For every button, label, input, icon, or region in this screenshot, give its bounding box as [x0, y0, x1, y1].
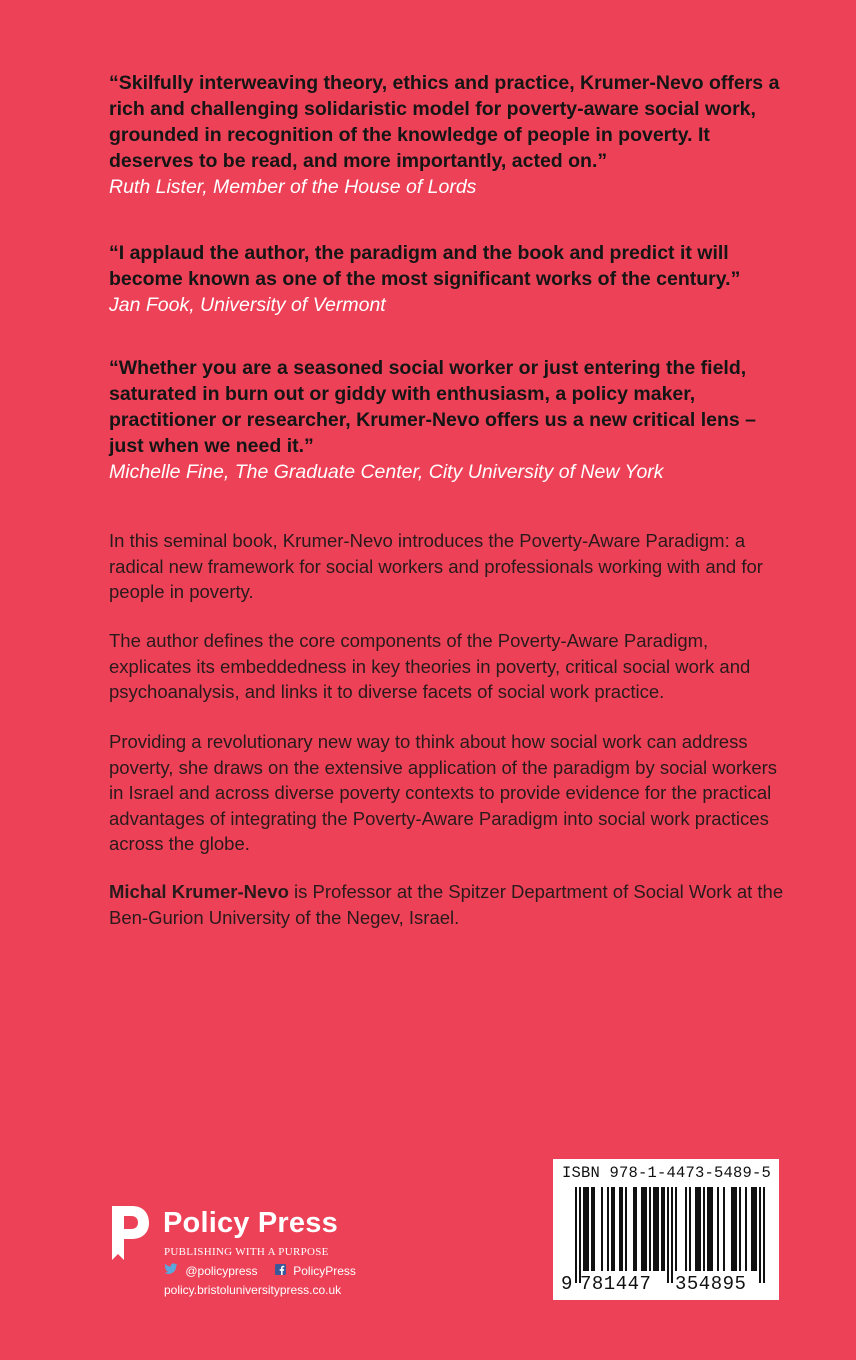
barcode-bar [657, 1187, 659, 1271]
author-name: Michal Krumer-Nevo [109, 881, 289, 902]
barcode-bar [739, 1187, 741, 1271]
barcode-bar [643, 1187, 645, 1271]
barcode-bar [619, 1187, 621, 1271]
barcode-bar [707, 1187, 709, 1271]
quote-text: “I applaud the author, the paradigm and the book and predict it will become known as one of the most significant works of the century.” [109, 242, 741, 290]
quote-text: “Whether you are a seasoned social worker or just entering the field, saturated in burn out or giddy with enthusiasm, a policy maker, practitioner or researcher, Krumer-Nevo offers us a new critical lens – just when we need it.” [109, 357, 757, 457]
barcode-bar [667, 1187, 669, 1283]
barcode-bar [641, 1187, 643, 1271]
facebook-handle: PolicyPress [293, 1263, 356, 1278]
barcode-bar [697, 1187, 699, 1271]
barcode-bar [625, 1187, 627, 1271]
review-quote-1 [109, 70, 789, 200]
barcode-bar [635, 1187, 637, 1271]
barcode-digits-right: 354895 [675, 1273, 747, 1295]
quote-attribution: Jan Fook, University of Vermont [109, 294, 386, 316]
barcode-bar [745, 1187, 747, 1271]
barcode-bar [717, 1187, 719, 1271]
barcode-bar [583, 1187, 585, 1271]
barcode-bar [675, 1187, 677, 1271]
publisher-social [164, 1263, 356, 1278]
isbn-label: ISBN 978-1-4473-5489-5 [562, 1164, 772, 1182]
barcode-bar [699, 1187, 701, 1271]
barcode-bar [733, 1187, 735, 1271]
barcode-bar [763, 1187, 765, 1283]
barcode-bar [685, 1187, 687, 1271]
barcode-bar [731, 1187, 733, 1271]
isbn-barcode [553, 1159, 779, 1300]
barcode-bar [671, 1187, 673, 1283]
barcode-bar [711, 1187, 713, 1271]
publisher-block [108, 1200, 368, 1310]
blurb-paragraph-1: In this seminal book, Krumer-Nevo introduces the Poverty-Aware Paradigm: a radical new framework for social workers and professionals working with and for people in poverty. [109, 530, 763, 602]
twitter-handle: @policypress [185, 1263, 258, 1278]
barcode-digits-left: 781447 [580, 1273, 652, 1295]
publisher-url: policy.bristoluniversitypress.co.uk [164, 1283, 342, 1297]
barcode-bar [689, 1187, 691, 1271]
barcode-bar [723, 1187, 725, 1271]
barcode-bar [575, 1187, 577, 1283]
policy-press-p-mark-icon [108, 1202, 152, 1268]
barcode-bar [645, 1187, 647, 1271]
barcode-bar [653, 1187, 655, 1271]
blurb-paragraph-2: The author defines the core components of the Poverty-Aware Paradigm, explicates its embeddedness in key theories in poverty, critical social work and psychoanalysis, and links it to diverse facets of social work practice. [109, 630, 751, 702]
quote-attribution: Michelle Fine, The Graduate Center, City University of New York [109, 461, 664, 483]
author-bio-text: is Professor at the Spitzer Department of Social Work at the Ben-Gurion University of the Negev, Israel. [109, 881, 784, 928]
barcode-bar [655, 1187, 657, 1271]
barcode-bar [751, 1187, 753, 1271]
barcode-bar [593, 1187, 595, 1271]
barcode-digit-first: 9 [561, 1273, 573, 1295]
barcode-bar [585, 1187, 587, 1271]
barcode-bar [661, 1187, 663, 1271]
barcode-bar [607, 1187, 609, 1271]
barcode-bar [695, 1187, 697, 1271]
barcode-bar [709, 1187, 711, 1271]
barcode-bar [649, 1187, 651, 1271]
barcode-bar [663, 1187, 665, 1271]
barcode-bar [621, 1187, 623, 1271]
barcode-bar [633, 1187, 635, 1271]
publisher-name: Policy Press [163, 1207, 338, 1239]
barcode-bar [755, 1187, 757, 1271]
barcode-bar [591, 1187, 593, 1271]
author-bio [109, 879, 789, 930]
quote-text: “Skilfully interweaving theory, ethics and practice, Krumer-Nevo offers a rich and challenging solidaristic model for poverty-aware social work, grounded in recognition of the knowledge of people in poverty. It deserves to be read, and more importantly, acted on.” [109, 72, 780, 172]
barcode-bar [703, 1187, 705, 1271]
facebook-icon [275, 1264, 286, 1278]
barcode-bar [735, 1187, 737, 1271]
barcode-bar [753, 1187, 755, 1271]
review-quote-3 [109, 355, 789, 485]
barcode-bar [759, 1187, 761, 1283]
barcode-bar [587, 1187, 589, 1271]
barcode-bar [613, 1187, 615, 1271]
quote-attribution: Ruth Lister, Member of the House of Lords [109, 176, 477, 198]
blurb-paragraph-3: Providing a revolutionary new way to think about how social work can address poverty, she draws on the extensive application of the paradigm by social workers in Israel and across diverse poverty contexts to provide evidence for the practical advantages of integrating the Poverty-Aware Paradigm into social work practices across the globe. [109, 731, 778, 854]
barcode-bar [611, 1187, 613, 1271]
review-quote-2 [109, 240, 789, 318]
twitter-bird-icon [164, 1263, 178, 1278]
publisher-tagline: PUBLISHING WITH A PURPOSE [164, 1246, 329, 1258]
barcode-bar [601, 1187, 603, 1271]
barcode-bar [579, 1187, 581, 1283]
